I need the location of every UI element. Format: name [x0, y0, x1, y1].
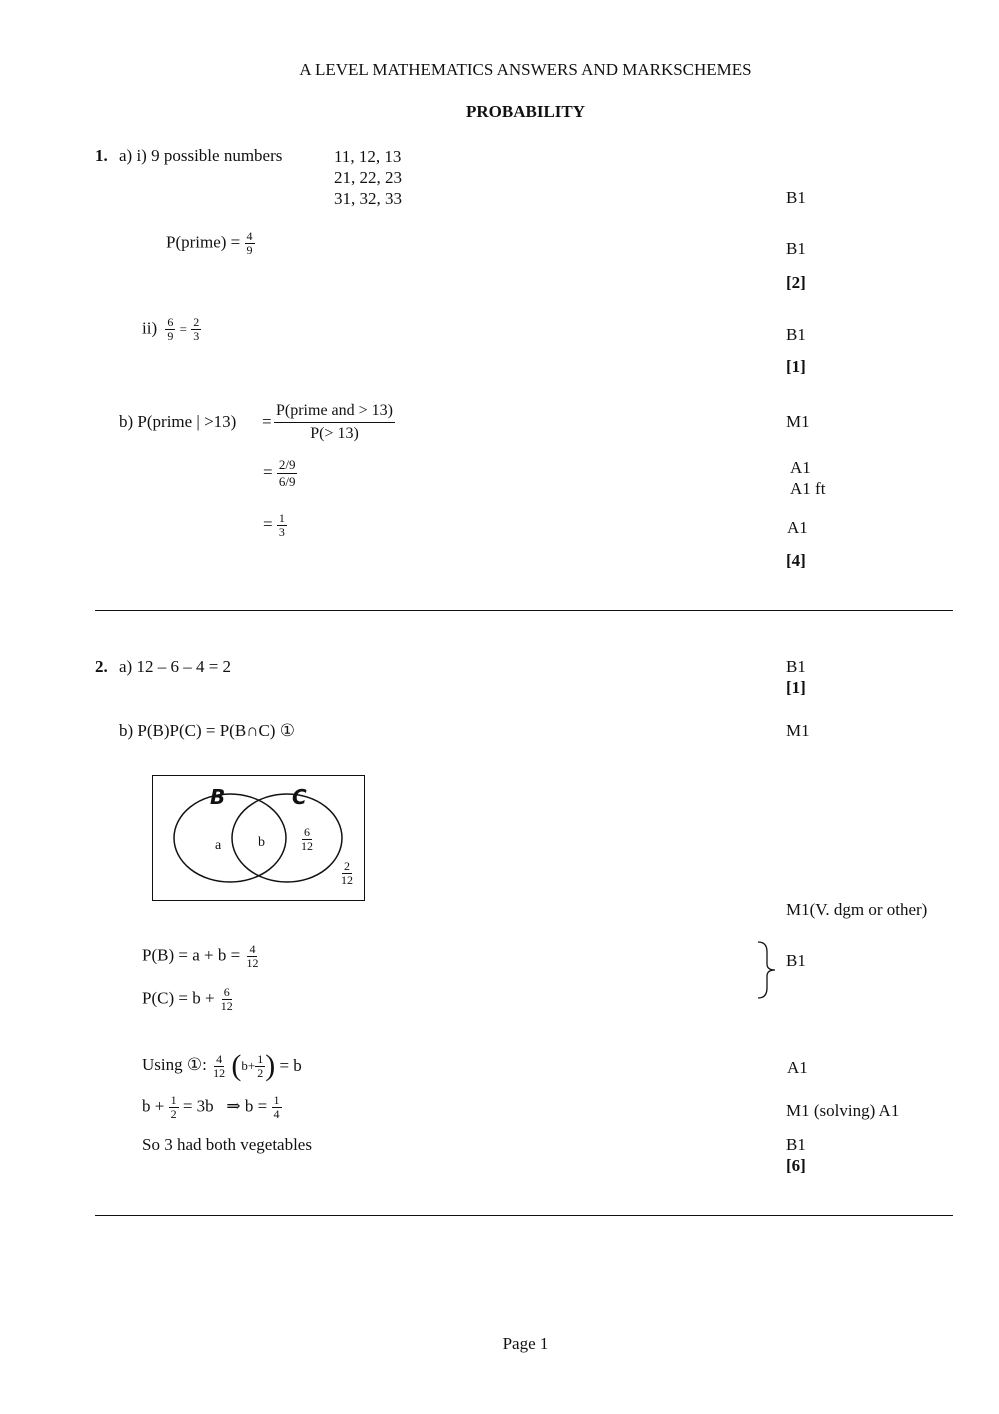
fraction: $\frac{4}{12}$ — [213, 1051, 226, 1080]
using-line — [142, 1049, 302, 1083]
q1-a-ii-line — [142, 316, 201, 343]
conditional-fraction: $\frac{\text{P(prime and > 13)}}{P(> 13)}$ — [276, 402, 393, 442]
q2-b-text: b) P(B)P(C) = P(B∩C) ① — [119, 721, 295, 740]
set-label-c: C — [292, 785, 307, 809]
fraction: $\frac{2}{3}$ — [193, 315, 200, 343]
numbers-row-1: 11, 12, 13 — [334, 147, 402, 166]
region-c-only: $\frac{6}{12}$ — [301, 825, 313, 853]
section-title: PROBABILITY — [465, 102, 586, 121]
pc-text: P(C) = b + — [142, 988, 215, 1008]
fraction: $\frac{6}{9}$ — [167, 315, 174, 343]
fraction: $\frac{2/9}{6/9}$ — [278, 457, 296, 489]
working-line — [263, 512, 287, 539]
mark: M1 — [786, 412, 810, 431]
region-a: a — [215, 838, 222, 853]
conclusion: So 3 had both vegetables — [142, 1135, 312, 1154]
fraction: $\frac{1}{4}$ — [273, 1093, 280, 1121]
p-prime-line — [166, 230, 255, 257]
left-paren: ( — [231, 1049, 242, 1082]
numbers-row-2: 21, 22, 23 — [334, 168, 402, 187]
mark: B1 — [786, 1135, 806, 1154]
question-2-number: 2. — [95, 657, 108, 676]
pb-text: P(B) = a + b = — [142, 945, 241, 965]
solve-text: b + — [142, 1096, 165, 1116]
question-1-number: 1. — [95, 146, 108, 165]
document-title: A LEVEL MATHEMATICS ANSWERS AND MARKSCHEMES — [299, 60, 752, 79]
venn-diagram — [152, 775, 365, 901]
page-number: Page 1 — [502, 1334, 549, 1353]
circle-b — [174, 794, 286, 882]
mark: A1 — [790, 458, 811, 477]
set-label-b: B — [210, 785, 226, 809]
q1-b-label: b) P(prime | >13) — [119, 412, 237, 431]
using-rhs: = b — [279, 1056, 302, 1075]
working-line — [263, 457, 297, 490]
solving-line — [142, 1094, 282, 1121]
fraction: $\frac{4}{9}$ — [246, 229, 253, 257]
right-paren: ) — [265, 1049, 276, 1082]
equals-sign: = — [263, 462, 273, 482]
mark: B1 — [786, 951, 806, 970]
q2-a-text: a) 12 – 6 – 4 = 2 — [119, 657, 232, 676]
section-divider — [95, 1215, 953, 1216]
region-b: b — [258, 835, 265, 850]
solve-text-2: = 3b ⇒ b = — [182, 1096, 268, 1116]
q1-a-ii-label: ii) — [142, 318, 158, 338]
mark-total: [4] — [786, 551, 806, 570]
mark: A1 — [787, 518, 808, 537]
q1-a-i-label: a) i) 9 possible numbers — [119, 146, 283, 165]
using-inner: b+ — [241, 1058, 256, 1073]
mark: M1(V. dgm or other) — [786, 900, 928, 919]
equals-sign: = — [262, 412, 272, 431]
mark-total: [1] — [786, 678, 806, 697]
fraction: $\frac{1}{2}$ — [170, 1093, 177, 1121]
fraction: $\frac{1}{2}$ — [257, 1051, 264, 1080]
mark: B1 — [786, 657, 806, 676]
mark-total: [1] — [786, 357, 806, 376]
mark-total: [2] — [786, 273, 806, 292]
equals-sign: = — [263, 514, 273, 534]
mark: M1 (solving) A1 — [786, 1101, 900, 1120]
mark: A1 — [787, 1058, 808, 1077]
mark: B1 — [786, 188, 806, 207]
fraction: $\frac{4}{12}$ — [246, 942, 259, 970]
circle-c — [232, 794, 342, 882]
equals-sign: = — [179, 321, 187, 337]
section-divider — [95, 610, 953, 611]
region-outside: $\frac{2}{12}$ — [341, 859, 353, 887]
possible-numbers-list — [334, 146, 402, 209]
mark: B1 — [786, 239, 806, 258]
mark: B1 — [786, 325, 806, 344]
numbers-row-3: 31, 32, 33 — [334, 189, 402, 208]
mark: A1 ft — [790, 479, 826, 498]
right-brace-icon — [755, 940, 779, 1000]
pc-line — [142, 986, 235, 1013]
pb-line — [142, 943, 260, 970]
mark-total: [6] — [786, 1156, 806, 1175]
fraction: $\frac{1}{3}$ — [278, 511, 285, 539]
mark: M1 — [786, 721, 810, 740]
fraction: $\frac{6}{12}$ — [220, 985, 233, 1013]
using-text: Using ①: — [142, 1054, 207, 1074]
p-prime-label: P(prime) = — [166, 232, 241, 252]
